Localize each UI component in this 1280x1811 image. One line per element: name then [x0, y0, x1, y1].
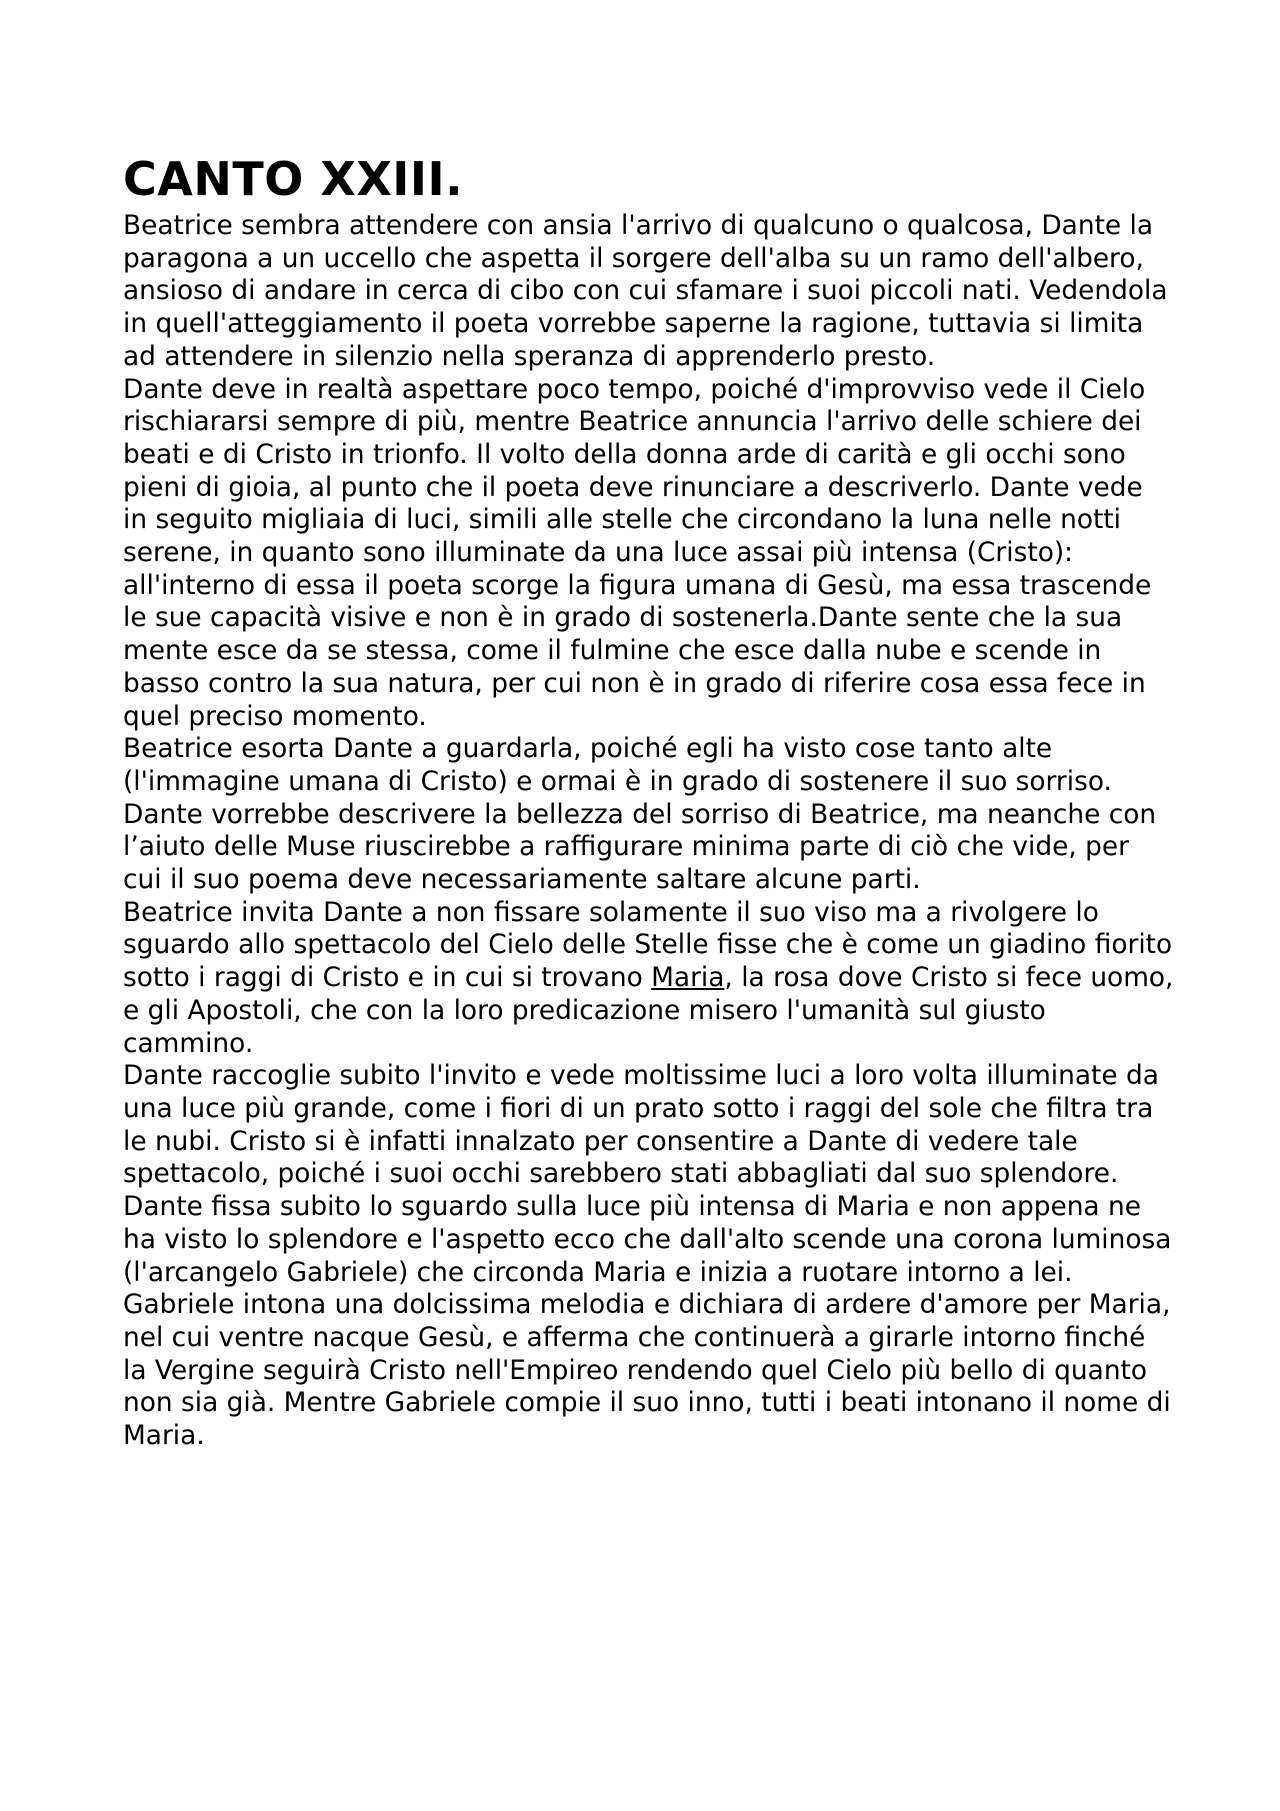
paragraph-5-text-before: Beatrice invita Dante a non fissare solamente il suo viso ma a rivolgere lo sguardo allo spettacolo del Cielo delle Stelle fisse che è come un giadino fiorito sotto i raggi di Cristo e in cui si trovano [123, 896, 1173, 994]
paragraph-5-text-after: , la rosa dove Cristo si fece uomo, e gli Apostoli, che con la loro predicazione misero l'umanità sul giusto cammino. [123, 962, 1174, 1059]
page-title: CANTO XXIII. [123, 152, 464, 206]
paragraph-2: Dante deve in realtà aspettare poco tempo, poiché d'improvviso vede il Cielo rischiararsi sempre di più, mentre Beatrice annuncia l'arrivo delle schiere dei beati e di Cristo in trionfo. Il volto della donna arde di carità e gli occhi sono pieni di gioia, al punto che il poeta deve rinunciare a descriverlo. Dante vede in seguito migliaia di luci, simili alle stelle che circondano la luna nelle notti serene, in quanto sono illuminate da una luce assai più intensa (Cristo): all'interno di essa il poeta scorge la figura umana di Gesù, ma essa trascende le sue capacità visive e non è in grado di sostenerla.Dante sente che la sua mente esce da se stessa, come il fulmine che esce dalla nube e scende in basso contro la sua natura, per cui non è in grado di riferire cosa essa fece in quel preciso momento. [123, 373, 1152, 732]
paragraph-1: Beatrice sembra attendere con ansia l'arrivo di qualcuno o qualcosa, Dante la paragona a un uccello che aspetta il sorgere dell'alba su un ramo dell'albero, ansioso di andare in cerca di cibo con cui sfamare i suoi piccoli nati. Vedendola in quell'atteggiamento il poeta vorrebbe saperne la ragione, tuttavia si limita ad attendere in silenzio nella speranza di apprenderlo presto. [123, 210, 1168, 372]
maria-link[interactable]: Maria [651, 962, 725, 994]
paragraph-7: Dante fissa subito lo sguardo sulla luce più intensa di Maria e non appena ne ha visto lo splendore e l'aspetto ecco che dall'alto scende una corona luminosa (l'arcangelo Gabriele) che circonda Maria e inizia a ruotare intorno a lei. Gabriele intona una dolcissima melodia e dichiara di ardere d'amore per Maria, nel cui ventre nacque Gesù, e afferma che continuerà a girarle intorno finché la Vergine seguirà Cristo nell'Empireo rendendo quel Cielo più bello di quanto non sia già. Mentre Gabriele compie il suo inno, tutti i beati intonano il nome di Maria. [123, 1191, 1172, 1452]
paragraph-6: Dante raccoglie subito l'invito e vede moltissime luci a loro volta illuminate da una luce più grande, come i fiori di un prato sotto i raggi del sole che filtra tra le nubi. Cristo si è infatti innalzato per consentire a Dante di vedere tale spettacolo, poiché i suoi occhi sarebbero stati abbagliati dal suo splendore. [123, 1060, 1159, 1190]
document-content [123, 150, 1175, 1453]
paragraph-4: Dante vorrebbe descrivere la bellezza del sorriso di Beatrice, ma neanche con l’aiuto delle Muse riuscirebbe a raffigurare minima parte di ciò che vide, per cui il suo poema deve necessariamente saltare alcune parti. [123, 798, 1157, 896]
paragraph-5 [123, 897, 1175, 1061]
paragraph-3: Beatrice esorta Dante a guardarla, poiché egli ha visto cose tanto alte (l'immagine umana di Cristo) e ormai è in grado di sostenere il suo sorriso. [123, 733, 1112, 797]
